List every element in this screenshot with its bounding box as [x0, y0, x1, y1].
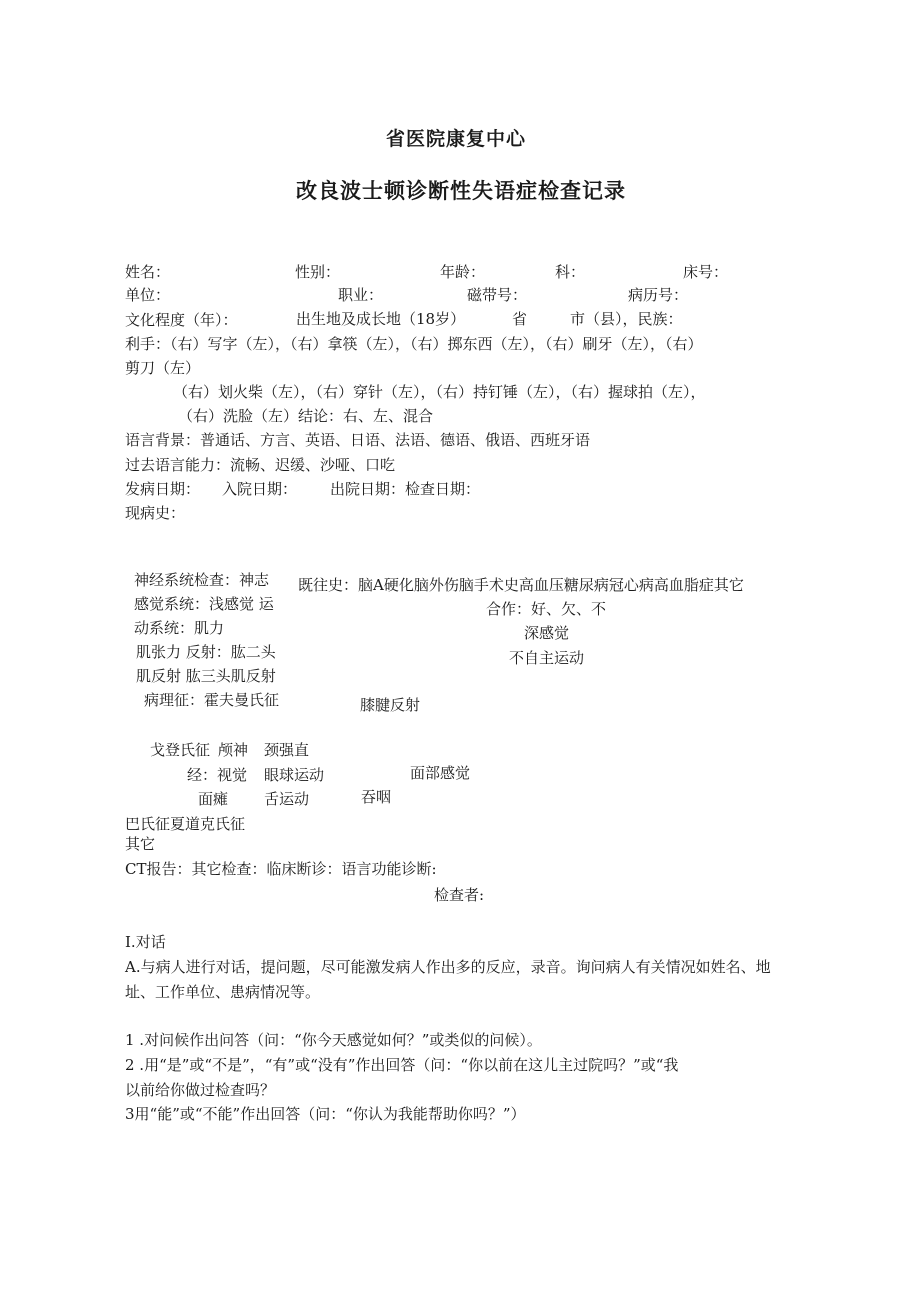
tape-number-label: 磁带号： — [467, 286, 528, 304]
involuntary-movement-label: 不自主运动 — [509, 649, 585, 667]
neuro-exam-line-2: 感觉系统：浅感觉 运 — [134, 595, 274, 613]
eye-movement-label: 眼球运动 — [264, 766, 325, 784]
name-label: 姓名： — [125, 263, 171, 281]
handedness-line-2: 剪刀（左） — [125, 359, 201, 377]
handedness-conclusion: （右）洗脸（左）结论：右、左、混合 — [178, 407, 434, 425]
dialogue-item-3: 3用“能”或“不能”作出回答（问：“你认为我能帮助你吗？”） — [125, 1105, 526, 1123]
age-label: 年龄： — [440, 263, 486, 281]
dialogue-item-2-line-2: 以前给你做过检查吗？ — [125, 1081, 276, 1099]
cranial-nerve-label-b: 经：视觉 — [187, 766, 248, 784]
department-label: 科： — [555, 263, 586, 281]
education-label: 文化程度（年）： — [125, 311, 238, 329]
section-dialogue-heading: I.对话 — [125, 933, 166, 951]
gordon-sign-label: 戈登氏征 — [150, 741, 211, 759]
examiner-label: 检查者: — [434, 886, 485, 904]
past-language-ability: 过去语言能力：流畅、迟缓、沙哑、口吃 — [125, 456, 396, 474]
handedness-line-3: （右）划火柴（左），（右）穿针（左），（右）持钉锤（左），（右）握球拍（左）， — [173, 383, 706, 401]
form-title: 改良波士顿诊断性失语症检查记录 — [296, 179, 626, 203]
neuro-exam-line-6: 病理征：霍夫曼氏征 — [144, 691, 280, 709]
ct-report-line: CT报告：其它检查：临床断诊：语言功能诊断: — [125, 860, 437, 878]
cooperation-label: 合作：好、欠、不 — [486, 600, 607, 618]
dialogue-intro-line-1: A.与病人进行对话，提问题，尽可能激发病人作出多的反应，录音。询问病人有关情况如姓名、地 — [125, 958, 771, 976]
birthplace-label: 出生地及成长地（18岁） — [296, 310, 466, 328]
sex-label: 性别： — [295, 263, 341, 281]
city-ethnic-label: 市（县），民族： — [570, 310, 683, 328]
occupation-label: 职业： — [338, 286, 384, 304]
other-label: 其它 — [125, 835, 156, 853]
hospital-title: 省医院康复中心 — [386, 128, 527, 150]
province-label: 省 — [512, 310, 528, 328]
tongue-movement-label: 舌运动 — [264, 790, 310, 808]
knee-reflex-label: 膝腱反射 — [360, 696, 421, 714]
record-number-label: 病历号： — [628, 286, 689, 304]
facial-sensation-label: 面部感觉 — [410, 764, 471, 782]
neuro-exam-line-5: 肌反射 肱三头肌反射 — [136, 667, 276, 685]
dialogue-item-2-line-1: 2 .用“是”或“不是”，“有”或“没有”作出回答（问：“你以前在这儿主过院吗？”或“我 — [125, 1056, 679, 1074]
dialogue-intro-line-2: 址、工作单位、患病情况等。 — [125, 983, 321, 1001]
unit-label: 单位： — [125, 286, 171, 304]
discharge-exam-date-label: 出院日期：检查日期： — [330, 480, 481, 498]
handedness-line-1: 利手：（右）写字（左），（右）拿筷（左），（右）掷东西（左），（右）刷牙（左），（右） — [125, 335, 703, 353]
language-background: 语言背景：普通话、方言、英语、日语、法语、德语、俄语、西班牙语 — [125, 431, 591, 449]
deep-sensation-label: 深感觉 — [524, 624, 570, 642]
cranial-nerve-label-a: 颅神 — [218, 741, 249, 759]
swallowing-label: 吞咽 — [361, 788, 392, 806]
neuro-exam-line-3: 动系统：肌力 — [134, 619, 225, 637]
dialogue-item-1: 1 .对问候作出问答（问：“你今天感觉如何？”或类似的问候）。 — [125, 1031, 542, 1049]
present-history-label: 现病史： — [125, 504, 186, 522]
onset-date-label: 发病日期： — [125, 480, 201, 498]
past-history: 既往史：脑A硬化脑外伤脑手术史高血压糖尿病冠心病高血脂症其它 — [298, 576, 744, 594]
admission-date-label: 入院日期： — [222, 480, 298, 498]
facial-palsy-label: 面瘫 — [198, 790, 229, 808]
neuro-exam-line-1: 神经系统检查：神志 — [134, 571, 270, 589]
neck-stiffness-label: 颈强直 — [264, 741, 310, 759]
bed-label: 床号： — [683, 263, 729, 281]
babinski-chaddock-label: 巴氏征夏道克氏征 — [125, 815, 246, 833]
neuro-exam-line-4: 肌张力 反射：肱二头 — [136, 643, 276, 661]
